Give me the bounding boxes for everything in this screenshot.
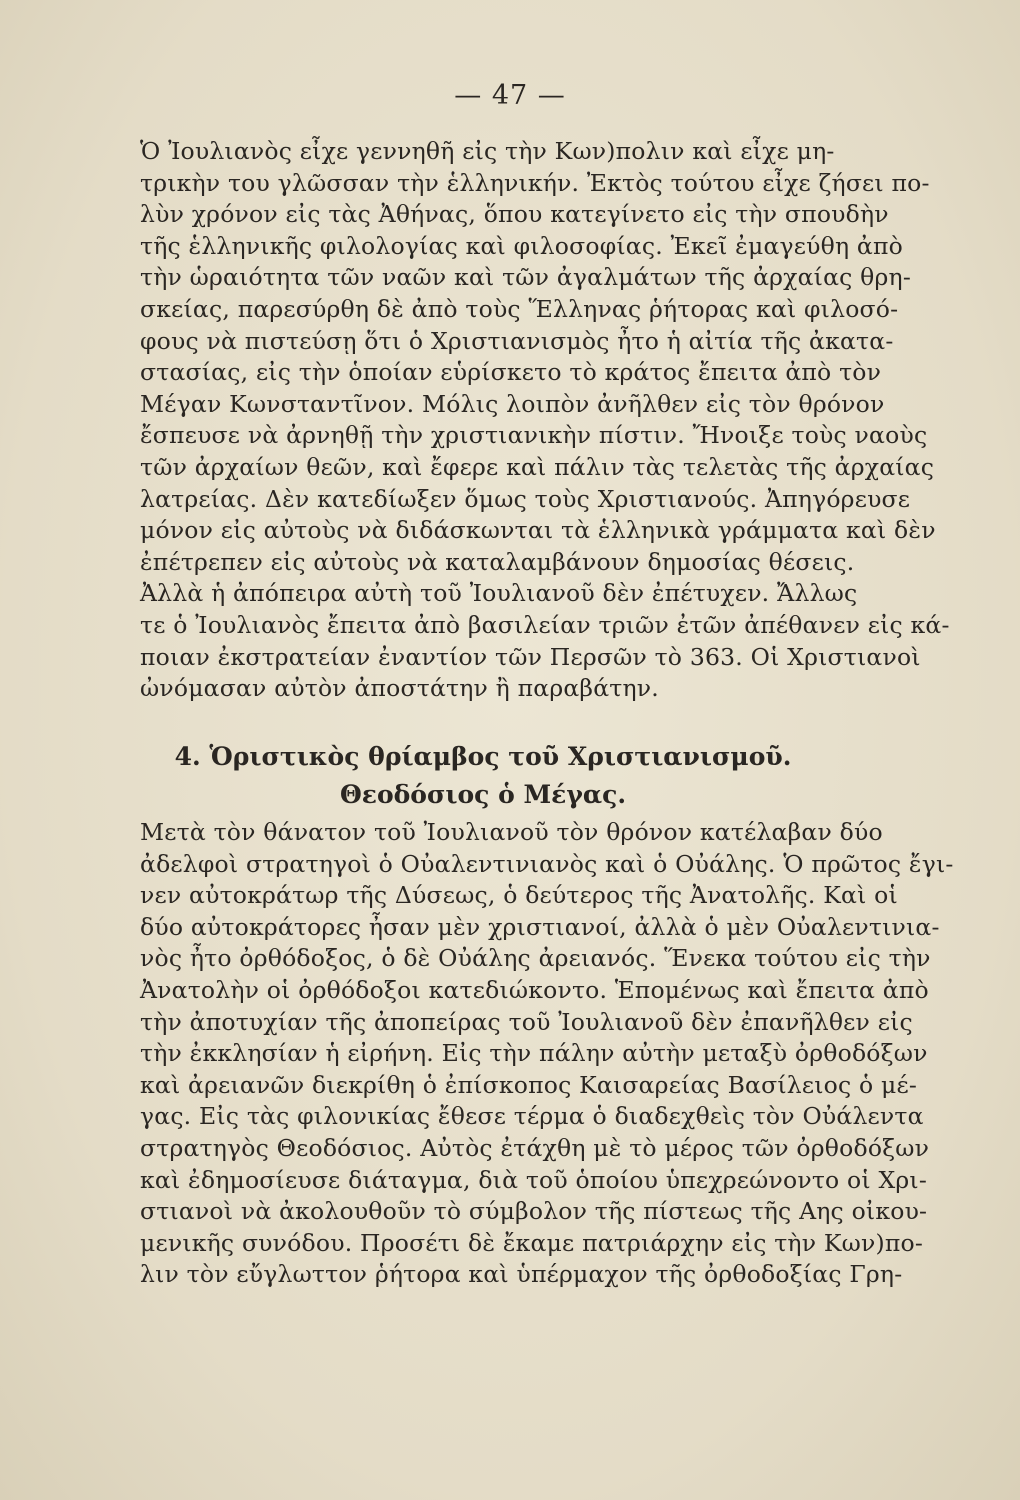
paragraph-julian [140, 136, 950, 705]
text-line: δύο αὐτοκράτορες ἦσαν μὲν χριστιανοί, ἀλλὰ ὁ μὲν Οὐαλεντινια- [140, 912, 940, 941]
text-line: Μετὰ τὸν θάνατον τοῦ Ἰουλιανοῦ τὸν θρόνον κατέλαβαν δύο [140, 818, 883, 846]
text-line: καὶ ἀρειανῶν διεκρίθη ὁ ἐπίσκοπος Καισαρείας Βασίλειος ὁ μέ- [140, 1070, 918, 1099]
text-line: λιν τὸν εὔγλωττον ῥήτορα καὶ ὑπέρμαχον τῆς ὀρθοδοξίας Γρη- [140, 1260, 903, 1289]
text-line: μενικῆς συνόδου. Προσέτι δὲ ἔκαμε πατριάρχην εἰς τὴν Κων)πο- [140, 1228, 923, 1257]
text-line: τὴν ἐκκλησίαν ἡ εἰρήνη. Εἰς τὴν πάλην αὐτὴν μεταξὺ ὀρθοδόξων [140, 1039, 928, 1068]
text-line: τε ὁ Ἰουλιανὸς ἔπειτα ἀπὸ βασιλείαν τριῶν ἐτῶν ἀπέθανεν εἰς κά- [140, 610, 950, 639]
text-line: στρατηγὸς Θεοδόσιος. Αὐτὸς ἐτάχθη μὲ τὸ μέρος τῶν ὀρθοδόξων [140, 1133, 930, 1162]
text-line: λὺν χρόνον εἰς τὰς Ἀθήνας, ὅπου κατεγίνετο εἰς τὴν σπουδὴν [140, 200, 889, 229]
text-line: Μέγαν Κωνσταντῖνον. Μόλις λοιπὸν ἀνῆλθεν εἰς τὸν θρόνον [140, 389, 885, 418]
paragraph-theodosius [140, 817, 954, 1291]
section-heading [140, 738, 826, 814]
text-line: ὠνόμασαν αὐτὸν ἀποστάτην ἢ παραβάτην. [140, 674, 659, 703]
text-line: τῶν ἀρχαίων θεῶν, καὶ ἔφερε καὶ πάλιν τὰς τελετὰς τῆς ἀρχαίας [140, 452, 935, 481]
text-line: καὶ ἐδημοσίευσε διάταγμα, διὰ τοῦ ὁποίου ὑπεχρεώνοντο οἱ Χρι- [140, 1165, 927, 1194]
text-line: γας. Εἰς τὰς φιλονικίας ἔθεσε τέρμα ὁ διαδεχθεὶς τὸν Οὐάλεντα [140, 1102, 924, 1131]
text-line: ἀδελφοὶ στρατηγοὶ ὁ Οὐαλεντινιανὸς καὶ ὁ Οὐάλης. Ὁ πρῶτος ἔγι- [140, 849, 954, 878]
text-line: ἐπέτρεπεν εἰς αὐτοὺς νὰ καταλαμβάνουν δημοσίας θέσεις. [140, 547, 855, 576]
text-line: στιανοὶ νὰ ἀκολουθοῦν τὸ σύμβολον τῆς πίστεως τῆς Αης οἰκου- [140, 1197, 928, 1226]
text-line: τὴν ἀποτυχίαν τῆς ἀποπείρας τοῦ Ἰουλιανοῦ δὲν ἐπανῆλθεν εἰς [140, 1007, 913, 1036]
text-line: φους νὰ πιστεύσῃ ὅτι ὁ Χριστιανισμὸς ἦτο ἡ αἰτία τῆς ἀκατα- [140, 326, 894, 355]
text-line: Ἀνατολὴν οἱ ὀρθόδοξοι κατεδιώκοντο. Ἑπομένως καὶ ἔπειτα ἀπὸ [140, 975, 929, 1004]
page-number: — 47 — [454, 80, 566, 111]
text-line: Ὁ Ἰουλιανὸς εἶχε γεννηθῆ εἰς τὴν Κων)πολιν καὶ εἶχε μη- [140, 137, 835, 165]
text-line: τῆς ἑλληνικῆς φιλολογίας καὶ φιλοσοφίας. Ἐκεῖ ἐμαγεύθη ἀπὸ [140, 231, 903, 260]
text-line: ποιαν ἐκστρατείαν ἐναντίον τῶν Περσῶν τὸ 363. Οἱ Χριστιανοὶ [140, 642, 921, 671]
text-line: Ἀλλὰ ἡ ἀπόπειρα αὐτὴ τοῦ Ἰουλιανοῦ δὲν ἐπέτυχεν. Ἄλλως [140, 579, 858, 608]
text-line: στασίας, εἰς τὴν ὁποίαν εὑρίσκετο τὸ κράτος ἔπειτα ἀπὸ τὸν [140, 358, 882, 387]
text-line: ἔσπευσε νὰ ἀρνηθῇ τὴν χριστιανικὴν πίστιν. Ἤνοιξε τοὺς ναοὺς [140, 421, 928, 450]
text-line: νὸς ἦτο ὀρθόδοξος, ὁ δὲ Οὐάλης ἀρειανός. Ἕνεκα τούτου εἰς τὴν [140, 944, 931, 973]
text-line: νεν αὐτοκράτωρ τῆς Δύσεως, ὁ δεύτερος τῆς Ἀνατολῆς. Καὶ οἱ [140, 881, 898, 910]
section-heading-line2: Θεοδόσιος ὁ Μέγας. [339, 780, 627, 809]
text-line: τρικὴν του γλῶσσαν τὴν ἑλληνικήν. Ἐκτὸς τούτου εἶχε ζήσει πο- [140, 168, 930, 197]
section-heading-line1: 4. Ὁριστικὸς θρίαμβος τοῦ Χριστιανισμοῦ. [174, 742, 792, 771]
text-line: σκείας, παρεσύρθη δὲ ἀπὸ τοὺς Ἕλληνας ῥήτορας καὶ φιλοσό- [140, 294, 899, 323]
text-line: λατρείας. Δὲν κατεδίωξεν ὅμως τοὺς Χριστιανούς. Ἀπηγόρευσε [140, 484, 911, 513]
text-line: μόνον εἰς αὐτοὺς νὰ διδάσκωνται τὰ ἑλληνικὰ γράμματα καὶ δὲν [140, 516, 936, 545]
text-line: τὴν ὡραιότητα τῶν ναῶν καὶ τῶν ἀγαλμάτων τῆς ἀρχαίας θρη- [140, 263, 911, 292]
